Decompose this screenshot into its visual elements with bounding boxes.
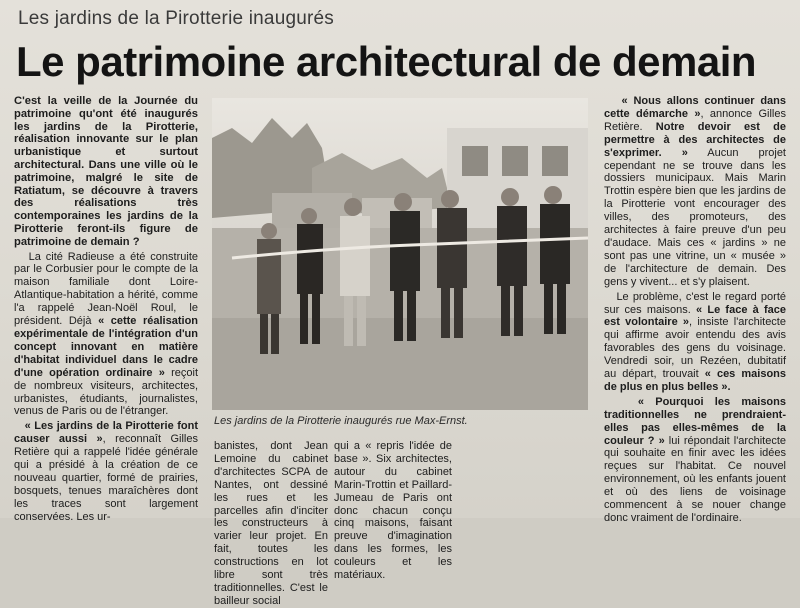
article-paragraph: [604, 95, 786, 289]
text-run: La cité Radieuse a été construite par le Corbusier pour le compte de la maison familiale dont Loire-Atlantique-habitation a hérité, comme l'a rappelé Jean-Noël Roul, le président. Déjà: [14, 250, 198, 328]
text-run: , insiste l'architecte qui affirme avoir entendu des avis favorables des gens du voisinage. Vendredi soir, un Rezéen, dubitatif au départ, trouvait: [604, 316, 786, 381]
quote-run: « Pourquoi les maisons traditionnelles ne prendraient-elles pas elles-mêmes de la couleur ? »: [604, 395, 786, 447]
text-run: Aucun projet cependant ne se trouve dans les dossiers municipaux. Mais Marin Trottin espère bien que les jardins de la Pirotterie vont encourager des villes, des promoteurs, des architectes à faire preuve d'un peu d'audace. Mais ces « jardins » ne sont pas une vitrine, un « musée » de l'architecture de demain. Des gens y vivent... et s'y plaisent.: [604, 146, 786, 288]
quote-run: Notre devoir est de permettre à des architectes de s'exprimer. »: [604, 120, 787, 159]
article-paragraph: [604, 396, 786, 525]
quote-run: « Nous allons continuer dans cette démarche »: [604, 95, 787, 120]
article-paragraph: [604, 291, 786, 394]
text-run: reçoit de nombreux visiteurs, architectes, urbanistes, étudiants, journalistes, venus de Paris ou de l'étranger.: [14, 366, 198, 418]
quote-run: « ces maisons de plus en plus belles ».: [604, 368, 786, 393]
article-headline: Le patrimoine architectural de demain: [16, 38, 757, 85]
quote-run: « cette réalisation expérimentale de l'intégration d'un concept innovant en matière d'habitat individuel dans le cadre d'une opération ordinaire »: [14, 315, 199, 379]
quote-run: « Le face à face est volontaire »: [604, 303, 786, 329]
quote-run: « Les jardins de la Pirotterie font causer aussi »: [14, 420, 199, 446]
text-run: , reconnaît Gilles Retière qui a rappelé l'idée générale qui a présidé à la création de ce nouveau quartier, formé de prairies, bosquets, tenues maraîchères dont les traces sont largement conservées. Les ur-: [14, 433, 198, 523]
article-column-right: [604, 95, 787, 524]
article-column-bottom-2: qui a « repris l'idée de base ». Six architectes, autour du cabinet Marin-Trottin et Paillard-Jumeau de Paris ont donc chacun conçu cinq maisons, faisant preuve d'imagination dans les formes, les couleurs et les matériaux.: [334, 440, 452, 582]
article-kicker: Les jardins de la Pirotterie inaugurés: [18, 8, 334, 29]
ribbon-cutting-photo: [212, 98, 588, 410]
article-column-bottom-1: banistes, dont Jean Lemoine du cabinet d'architectes SCPA de Nantes, ont dessiné les rues et les parcelles afin d'inciter les constructeurs à varier leur projet. En fait, toutes les constructions en lot libre sont très traditionnelles. C'est le bailleur social: [214, 440, 328, 607]
photo-illustration: [212, 98, 588, 410]
article-column-left: [14, 95, 199, 523]
article-paragraph: [14, 251, 198, 419]
text-run: lui répondait l'architecte qui souhaite en finir avec les idées reçues sur l'habitat. Ce nouvel environnement, où les enfants jouent et où des liens de voisinage commencent à se nouer change donc vraiment de l'ordinaire.: [604, 434, 786, 524]
text-run: , annonce Gilles Retière.: [604, 107, 786, 133]
photo-caption: Les jardins de la Pirotterie inaugurés rue Max-Ernst.: [214, 415, 468, 427]
article-paragraph: [14, 420, 198, 523]
text-run: Le problème, c'est le regard porté sur ces maisons.: [604, 290, 787, 316]
article-lead: C'est la veille de la Journée du patrimoine qu'ont été inaugurés les jardins de la Pirotterie, réalisation innovante sur le plan urbanistique et surtout architectural. Dans une ville où le patrimoine, malgré le site de Ratiatum, se découvre à travers des réalisations très contemporaines les jardins de la Pirotterie feront-ils figure de patrimoine de demain ?: [14, 95, 198, 248]
